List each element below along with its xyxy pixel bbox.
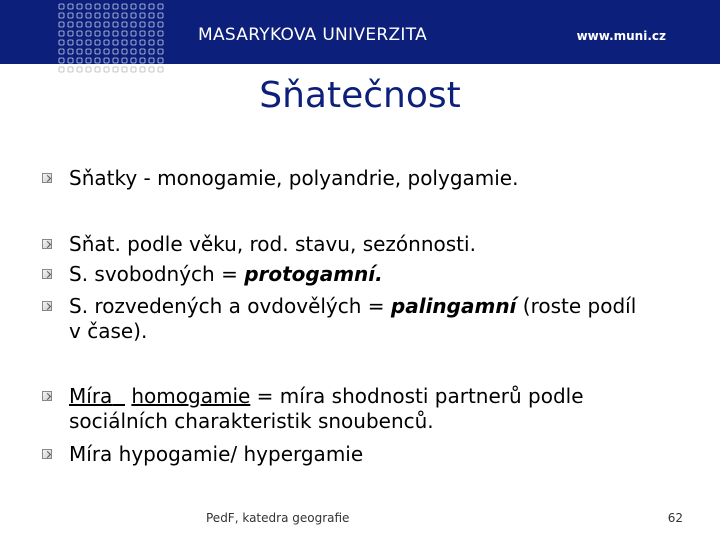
item-text: Míra hypogamie/ hypergamie [69,442,364,466]
item-text-suffix: (roste podíl [516,294,637,318]
logo-dot [59,40,64,45]
logo-dot [104,31,109,36]
item-text-prefix: S. svobodných = [69,262,245,286]
logo-dot [131,22,136,27]
logo-dot [95,22,100,27]
logo-dot [68,58,73,63]
logo-dot [140,58,145,63]
logo-dot [59,22,64,27]
logo-dot [59,67,64,72]
university-name: MASARYKOVA UNIVERZITA [198,25,428,45]
logo-dot [158,58,163,63]
logo-dot [68,4,73,9]
logo-dot [140,67,145,72]
item-text: Sňat. podle věku, rod. stavu, sezónnosti. [69,232,476,256]
logo-dot [77,67,82,72]
logo-dot [113,67,118,72]
logo-dot [86,67,91,72]
logo-dot [122,13,127,18]
logo-dot [140,49,145,54]
logo-dot [158,49,163,54]
item-text: Sňatky - monogamie, polyandrie, polygamie. [69,166,519,190]
website-link[interactable]: www.muni.cz [576,29,666,43]
item-text-prefix: S. rozvedených a ovdovělých = [69,294,391,318]
bullet-icon [42,269,52,279]
logo-dot [95,31,100,36]
logo-dot [86,31,91,36]
logo-dot [149,13,154,18]
logo-dot [149,67,154,72]
logo-dot [104,4,109,9]
logo-dot [104,22,109,27]
logo-dot [113,31,118,36]
item-text-rest: = míra shodnosti partnerů podle [250,384,584,408]
term-protogamni: protogamní. [244,262,383,286]
logo-dot [131,13,136,18]
logo-dot [77,58,82,63]
logo-dot [122,22,127,27]
logo-dot [113,40,118,45]
logo-dot [68,31,73,36]
logo-dot [68,67,73,72]
logo-dot [140,22,145,27]
logo-dot [113,4,118,9]
bullet-icon [42,391,52,401]
logo-dot [122,4,127,9]
logo-dot [122,31,127,36]
logo-dot [77,22,82,27]
bullet-icon [42,239,52,249]
logo-dot [158,40,163,45]
logo-dot [140,31,145,36]
header-bar [0,0,720,64]
logo-dot [86,58,91,63]
logo-dot [104,67,109,72]
logo-dot [59,31,64,36]
logo-dot [104,49,109,54]
logo-dot [95,13,100,18]
logo-dot [149,58,154,63]
logo-dot [86,4,91,9]
logo-dot [149,40,154,45]
item-text-line2: sociálních charakteristik snoubenců. [69,409,434,433]
logo-dot [149,49,154,54]
logo-dot [77,49,82,54]
logo-dot [104,13,109,18]
logo-dot [158,13,163,18]
logo-dot [104,58,109,63]
logo-dot [68,22,73,27]
logo-dot [95,67,100,72]
bullet-icon [42,449,52,459]
logo-dot [59,58,64,63]
logo-dot [59,4,64,9]
logo-dot [131,40,136,45]
logo-dot [68,40,73,45]
logo-dot [113,13,118,18]
logo-dot [86,13,91,18]
item-text [69,384,709,434]
logo-dot [158,4,163,9]
logo-dot [77,4,82,9]
logo-dot [122,40,127,45]
item-word-homogamie: homogamie [131,384,251,408]
logo-dot [59,49,64,54]
logo-dot [149,22,154,27]
logo-dot [68,13,73,18]
logo-dot [140,13,145,18]
footer-department: PedF, katedra geografie [206,511,350,525]
logo-dot [113,22,118,27]
logo-dot [95,4,100,9]
item-text-line2: v čase). [69,319,148,343]
dot-grid-logo [55,0,167,78]
logo-dot [149,31,154,36]
logo-dot [122,49,127,54]
page-number: 62 [667,511,683,525]
logo-dot [86,40,91,45]
logo-dot [95,49,100,54]
logo-dot [86,49,91,54]
term-palingamni: palingamní [390,294,517,318]
logo-dot [158,67,163,72]
logo-dot [113,58,118,63]
logo-dot [131,4,136,9]
slide-title: Sňatečnost [259,75,461,116]
logo-dot [122,58,127,63]
logo-dot [95,58,100,63]
logo-dot [113,49,118,54]
logo-dot [140,4,145,9]
logo-dot [131,49,136,54]
logo-dot [140,40,145,45]
logo-dot [122,67,127,72]
logo-dot [77,13,82,18]
logo-dot [68,49,73,54]
logo-dot [77,31,82,36]
logo-dot [77,40,82,45]
bullet-icon [42,173,52,183]
logo-dot [131,58,136,63]
bullet-icon [42,301,52,311]
logo-dot [86,22,91,27]
item-word-mira: Míra [69,384,113,408]
logo-dot [158,31,163,36]
logo-dot [131,67,136,72]
logo-dot [131,31,136,36]
logo-dot [104,40,109,45]
item-text [69,294,709,344]
logo-dot [59,13,64,18]
logo-dot [158,22,163,27]
logo-dot [95,40,100,45]
item-text [69,262,709,287]
logo-dot [149,4,154,9]
